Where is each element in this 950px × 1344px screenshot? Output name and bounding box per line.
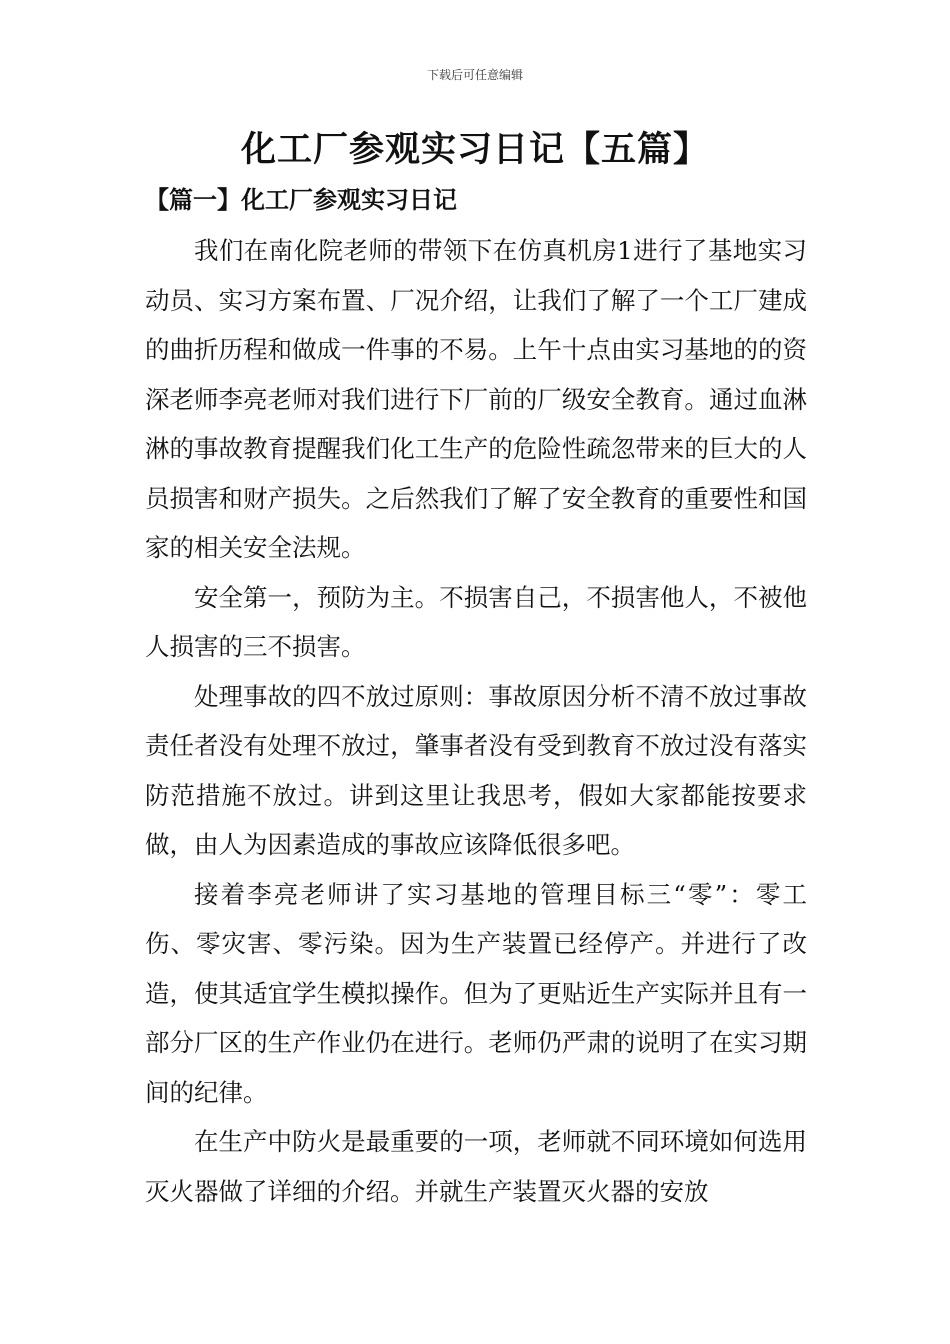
paragraph: 我们在南化院老师的带领下在仿真机房1进行了基地实习动员、实习方案布置、厂况介绍，让我们了解了一个工厂建成的曲折历程和做成一件事的不易。上午十点由实习基地的的资深老师李亮老师对我们进行下厂前的厂级安全教育。通过血淋淋的事故教育提醒我们化工生产的危险性疏忽带来的巨大的人员损害和财产损失。之后然我们了解了安全教育的重要性和国家的相关安全法规。	[145, 236, 807, 562]
paragraph: 安全第一，预防为主。不损害自己，不损害他人，不被他人损害的三不损害。	[145, 582, 807, 661]
header-note: 下载后可任意编辑	[426, 68, 523, 82]
document-body	[145, 226, 807, 1216]
paragraph: 在生产中防火是最重要的一项，老师就不同环境如何选用灭火器做了详细的介绍。并就生产装置灭火器的安放	[145, 1127, 807, 1206]
paragraph: 接着李亮老师讲了实习基地的管理目标三“零”：零工伤、零灾害、零污染。因为生产装置已经停产。并进行了改造，使其适宜学生模拟操作。但为了更贴近生产实际并且有一部分厂区的生产作业仍在进行。老师仍严肃的说明了在实习期间的纪律。	[145, 879, 807, 1107]
paragraph: 处理事故的四不放过原则：事故原因分析不清不放过事故责任者没有处理不放过，肇事者没有受到教育不放过没有落实防范措施不放过。讲到这里让我思考，假如大家都能按要求做，由人为因素造成的事故应该降低很多吧。	[145, 681, 807, 859]
section-heading: 【篇一】化工厂参观实习日记	[145, 185, 457, 214]
document-title: 化工厂参观实习日记【五篇】	[240, 130, 709, 170]
